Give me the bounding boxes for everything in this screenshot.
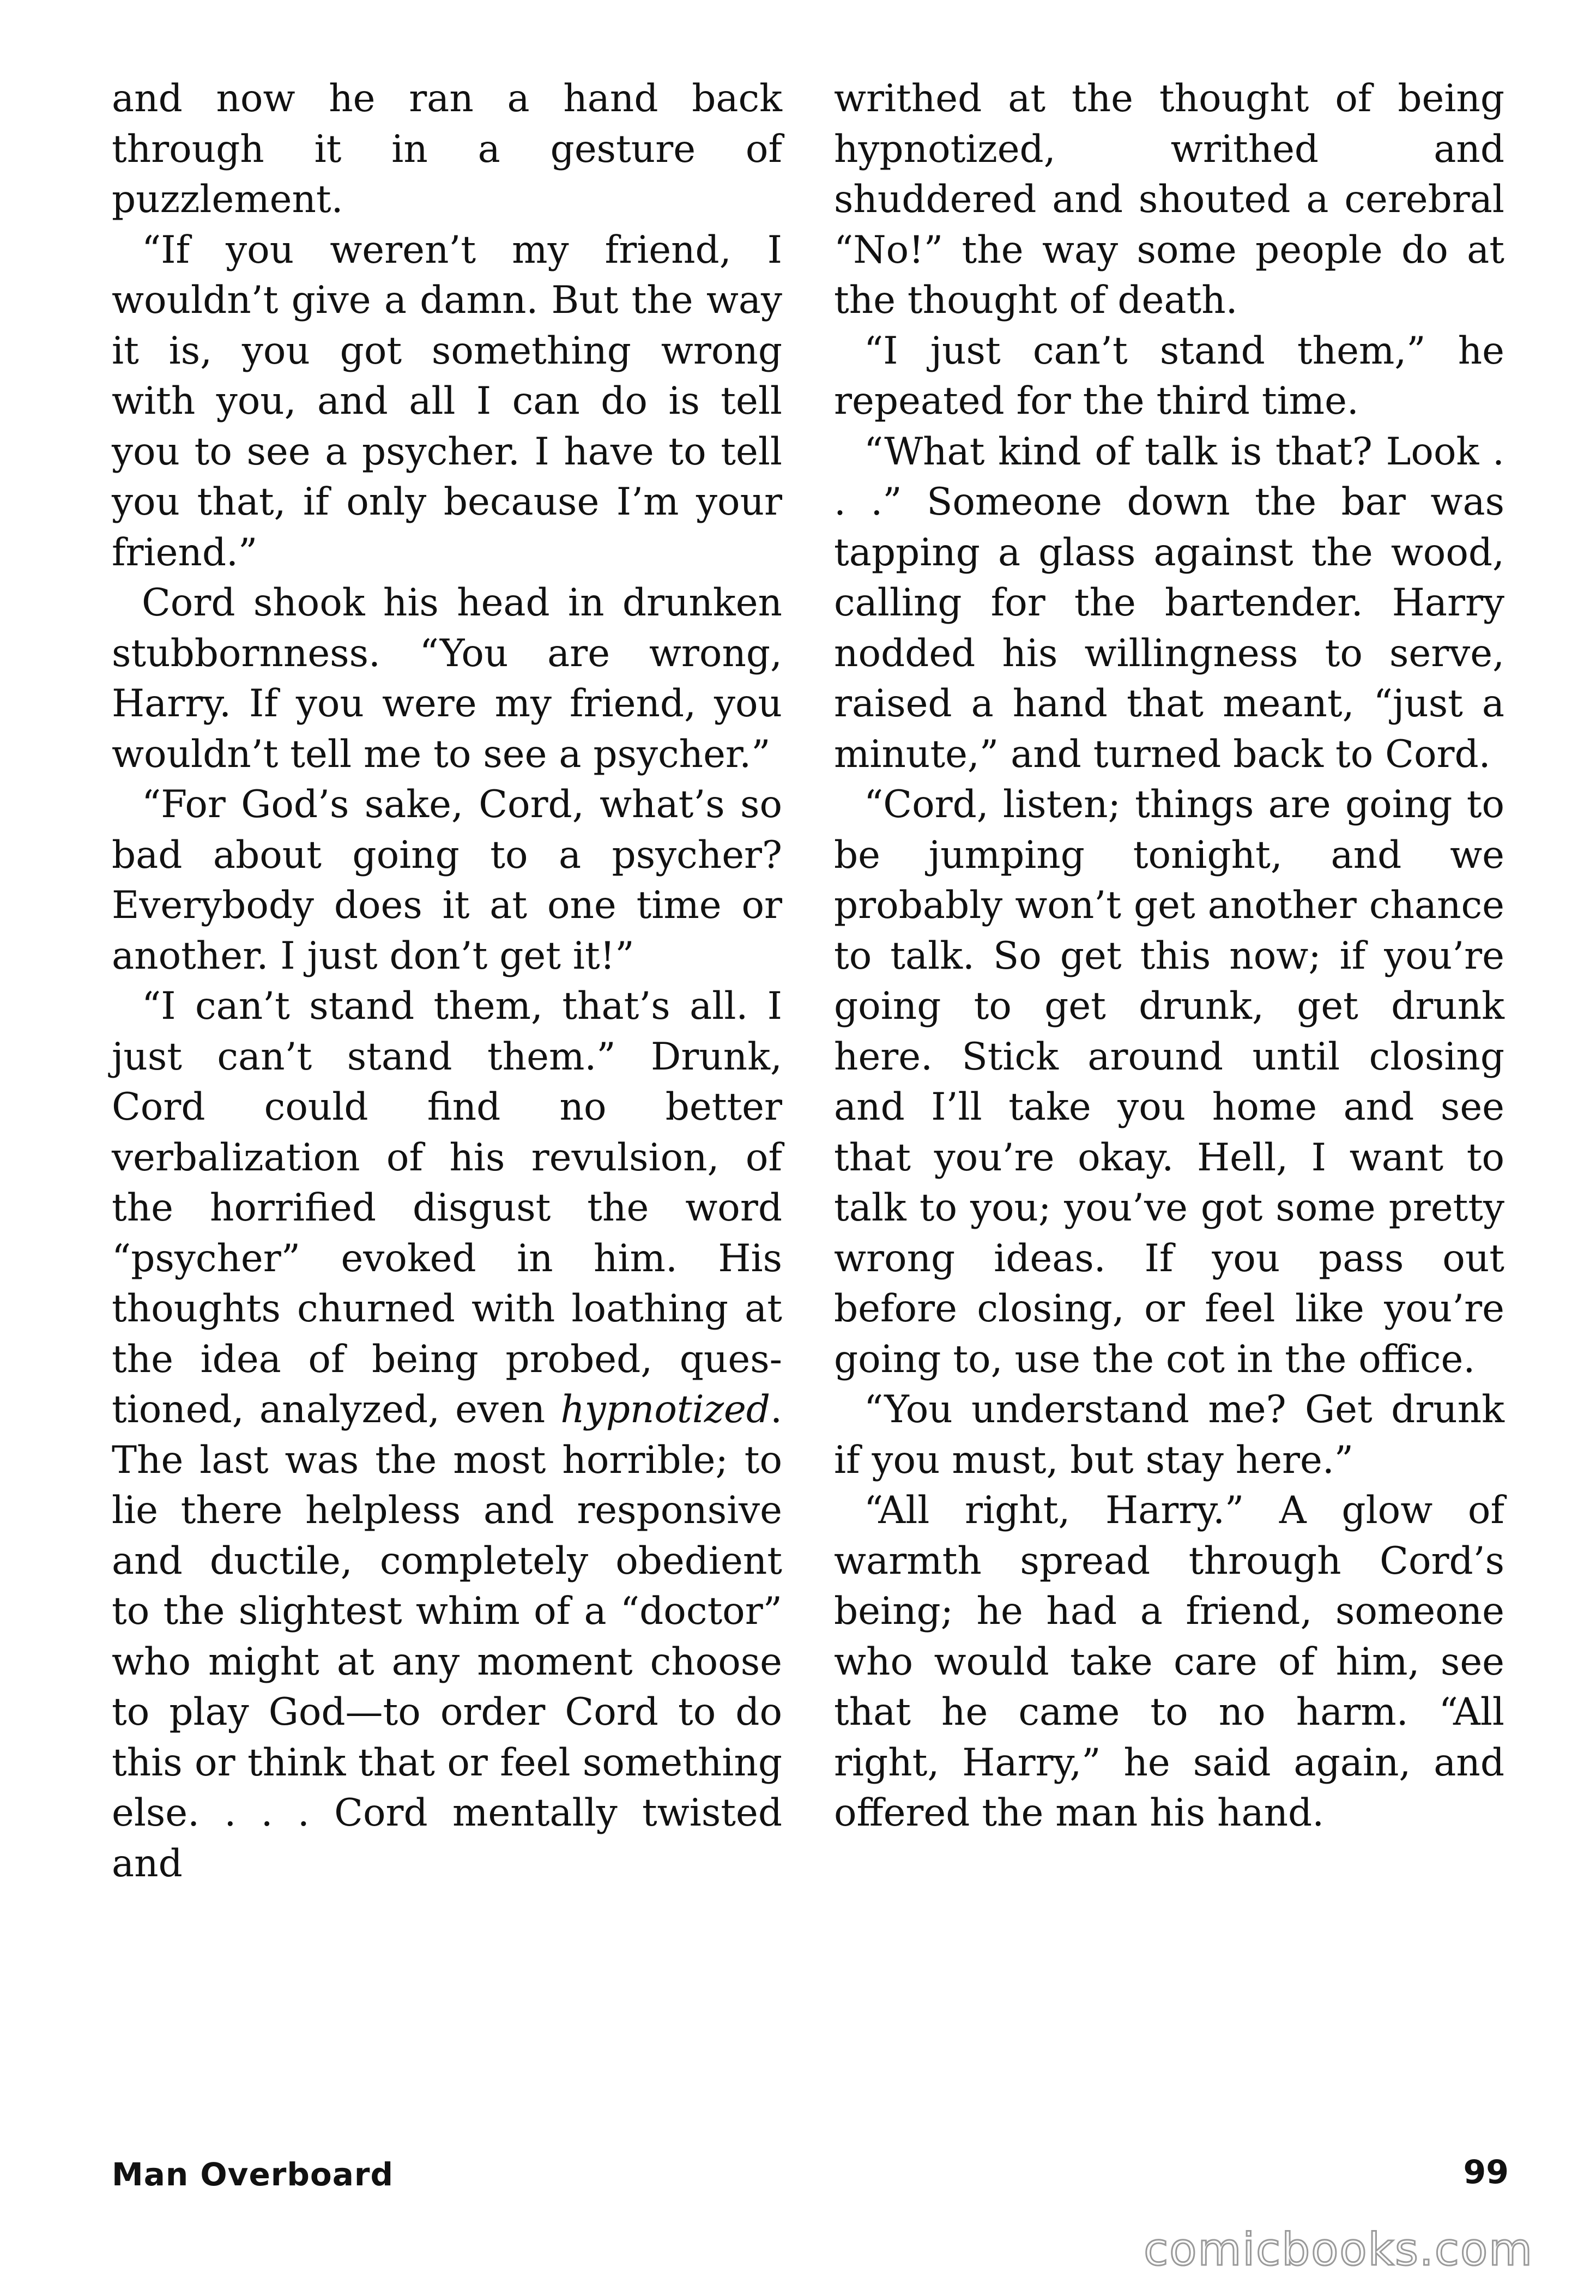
paragraph xyxy=(112,981,782,1889)
left-text-column xyxy=(112,74,782,1889)
paragraph: writhed at the thought of being hypnotized, writhed and shuddered and shouted a cerebral “No!” the way some people do at the thought of death. xyxy=(834,77,1504,322)
paragraph: Cord shook his head in drunken stubbornness. “You are wrong, Harry. If you were my friend, you wouldn’t tell me to see a psycher.” xyxy=(112,581,782,776)
italic-word: hypnotized xyxy=(560,1388,771,1431)
paragraph-text: “I can’t stand them, that’s all. I just can’t stand them.” Drunk, Cord could find no better verbalization of his revulsion, of the horrified disgust the word “psycher” evoked in him. His thoughts churned with loathing at the idea of being probed, questioned, analyzed, even xyxy=(112,984,782,1431)
paragraph: “If you weren’t my friend, I wouldn’t give a damn. But the way it is, you got something wrong with you, and all I can do is tell you to see a psycher. I have to tell you that, if only because I’m your friend.” xyxy=(112,228,782,575)
paragraph: “What kind of talk is that? Look . . .” Someone down the bar was tapping a glass against the wood, calling for the bartender. Harry nodded his willingness to serve, raised a hand that meant, “just a minute,” and turned back to Cord. xyxy=(834,430,1504,776)
paragraph: “For God’s sake, Cord, what’s so bad about going to a psycher? Everybody does it at one time or another. I just don’t get it!” xyxy=(112,783,782,978)
paragraph: and now he ran a hand back through it in a gesture of puzzlement. xyxy=(112,77,782,221)
right-text-column xyxy=(834,74,1504,1839)
page-number: 99 xyxy=(1463,2153,1509,2191)
watermark: comicbooks.com xyxy=(1144,2224,1533,2276)
paragraph: “I just can’t stand them,” he repeated for the third time. xyxy=(834,329,1504,423)
paragraph-text: . The last was the most horrible; to lie there helpless and responsive and ductile, completely obedient to the slightest whim of a “doctor” who might at any moment choose to play God—to order Cord to do this or think that or feel something else. . . . Cord mentally twisted and xyxy=(112,1388,782,1886)
paragraph: “All right, Harry.” A glow of warmth spread through Cord’s being; he had a friend, someone who would take care of him, see that he came to no harm. “All right, Harry,” he said again, and offered the man his hand. xyxy=(834,1489,1504,1835)
paragraph: “Cord, listen; things are going to be jumping tonight, and we probably won’t get another chance to talk. So get this now; if you’re going to get drunk, get drunk here. Stick around until closing and I’ll take you home and see that you’re okay. Hell, I want to talk to you; you’ve got some pretty wrong ideas. If you pass out before closing, or feel like you’re going to, use the cot in the office. xyxy=(834,783,1504,1381)
running-footer-title: Man Overboard xyxy=(112,2156,394,2193)
paragraph: “You understand me? Get drunk if you must, but stay here.” xyxy=(834,1388,1504,1482)
